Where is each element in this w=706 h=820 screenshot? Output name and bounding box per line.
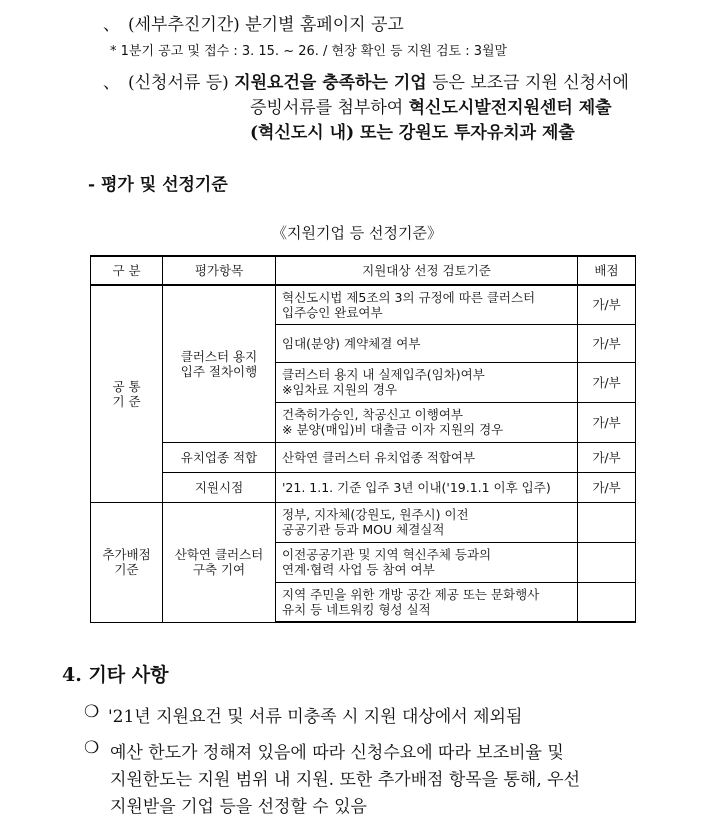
criteria-cell: 임대(분양) 계약체결 여부 [276, 324, 578, 362]
item-cluster-contribution: 산학연 클러스터 구축 기여 [163, 502, 276, 622]
criteria-cell: 클러스터 용지 내 실제입주(임차)여부 ※임차료 지원의 경우 [276, 362, 578, 402]
header-score: 배점 [578, 256, 636, 285]
score-cell: 가/부 [578, 472, 636, 502]
header-criteria: 지원대상 선정 검토기준 [276, 256, 578, 285]
bullet-icon: ❍ [84, 738, 100, 758]
item-cluster-procedure: 클러스터 용지 입주 절차이행 [163, 285, 276, 442]
score-cell [578, 502, 636, 542]
criteria-cell: 산학연 클러스터 유치업종 적합여부 [276, 442, 578, 472]
other-item-2-line-3: 지원받을 기업 등을 선정할 수 있음 [110, 797, 367, 817]
score-cell: 가/부 [578, 362, 636, 402]
criteria-cell: 이전공공기관 및 지역 혁신주체 등과의 연계·협력 사업 등 참여 여부 [276, 542, 578, 582]
documents-line-2: 증빙서류를 첨부하여 혁신도시발전지원센터 제출 [250, 98, 612, 118]
table-row [91, 285, 636, 324]
criteria-cell: 건축허가승인, 착공신고 이행여부 ※ 분양(매입)비 대출금 이자 지원의 경우 [276, 402, 578, 442]
evaluation-heading: - 평가 및 선정기준 [88, 175, 228, 195]
table-row [91, 472, 636, 502]
bullet-icon: ❍ [84, 702, 100, 722]
score-cell [578, 542, 636, 582]
criteria-cell: 지역 주민을 위한 개방 공간 제공 또는 문화행사 유치 등 네트워킹 형성 실적 [276, 582, 578, 622]
documents-bullet: 、 [103, 73, 120, 93]
score-cell: 가/부 [578, 324, 636, 362]
schedule-line: (세부추진기간) 분기별 홈페이지 공고 [128, 15, 404, 35]
schedule-bullet: 、 [103, 15, 120, 35]
table-row [91, 442, 636, 472]
criteria-cell: 혁신도시법 제5조의 3의 규정에 따른 클러스터 입주승인 완료여부 [276, 285, 578, 324]
other-item-2-line-1: 예산 한도가 정해져 있음에 따라 신청수요에 따라 보조비율 및 [110, 743, 564, 763]
other-heading: 4. 기타 사항 [62, 664, 169, 686]
score-cell: 가/부 [578, 285, 636, 324]
schedule-note: * 1분기 공고 및 접수 : 3. 15. ~ 26. / 현장 확인 등 지원 검토 : 3월말 [110, 44, 508, 59]
score-cell: 가/부 [578, 402, 636, 442]
score-cell: 가/부 [578, 442, 636, 472]
other-item-2-line-2: 지원한도는 지원 범위 내 지원. 또한 추가배점 항목을 통해, 우선 [110, 770, 580, 790]
criteria-cell: 정부, 지자체(강원도, 원주시) 이전 공공기관 등과 MOU 체결실적 [276, 502, 578, 542]
other-item-1: '21년 지원요건 및 서류 미충족 시 지원 대상에서 제외됨 [108, 707, 523, 727]
criteria-cell: '21. 1.1. 기준 입주 3년 이내('19.1.1 이후 입주) [276, 472, 578, 502]
header-evaluation-item: 평가항목 [163, 256, 276, 285]
documents-line-1: (신청서류 등) 지원요건을 충족하는 기업 등은 보조금 지원 신청서에 [128, 73, 629, 93]
table-title: 《지원기업 등 선정기준》 [272, 224, 442, 242]
group-additional: 추가배점 기준 [91, 502, 163, 622]
documents-line-3: (혁신도시 내) 또는 강원도 투자유치과 제출 [250, 123, 575, 143]
header-category: 구 분 [91, 256, 163, 285]
selection-criteria-table [90, 255, 636, 623]
table-row [91, 502, 636, 542]
item-industry-fit: 유치업종 적합 [163, 442, 276, 472]
table-header-row [91, 256, 636, 285]
score-cell [578, 582, 636, 622]
group-common: 공 통 기 준 [91, 285, 163, 502]
item-support-timing: 지원시점 [163, 472, 276, 502]
